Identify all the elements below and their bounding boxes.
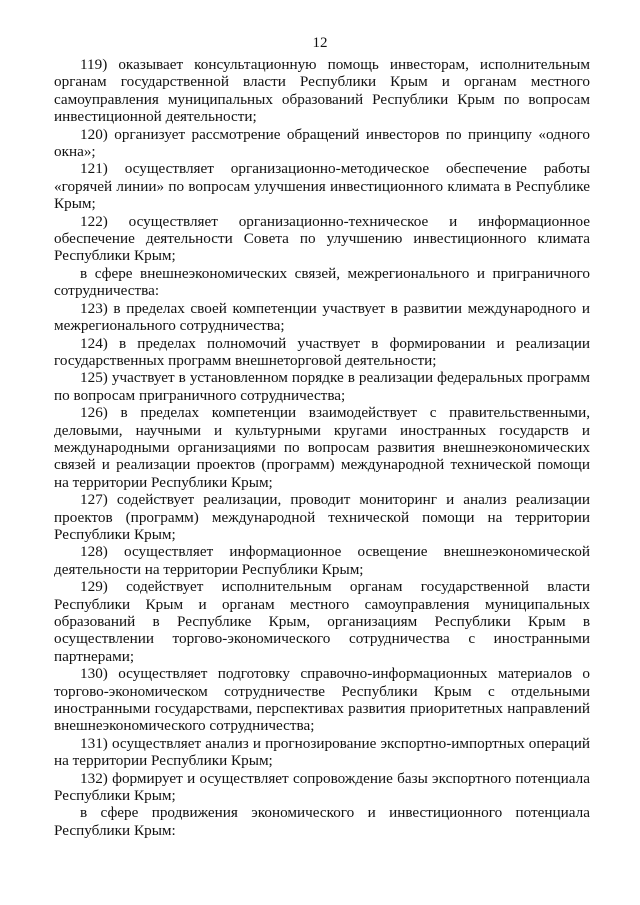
paragraph-122: 122) осуществляет организационно-техническое и информационное обеспечение деятельности Совета по улучшению инвестиционного климата Республики Крым; — [54, 212, 590, 265]
paragraph-119: 119) оказывает консультационную помощь инвесторам, исполнительным органам государственной власти Республики Крым и органам местного самоуправления муниципальных образований Республики Крым по вопросам инвестиционной деятельности; — [54, 56, 590, 126]
paragraph-131: 131) осуществляет анализ и прогнозирование экспортно-импортных операций на территории Республики Крым; — [54, 734, 590, 770]
paragraph-130: 130) осуществляет подготовку справочно-информационных материалов о торгово-экономическом сотрудничестве Республики Крым с отдельными иностранными государствами, перспективах развития приоритетных направлений внешнеэкономического сотрудничества; — [54, 665, 590, 735]
section-heading-foreign-economic-relations: в сфере внешнеэкономических связей, межрегионального и приграничного сотрудничества: — [54, 264, 590, 300]
paragraph-127: 127) содействует реализации, проводит мониторинг и анализ реализации проектов (программ) международной технической помощи на территории Республики Крым; — [54, 491, 590, 543]
paragraph-125: 125) участвует в установленном порядке в реализации федеральных программ по вопросам приграничного сотрудничества; — [54, 369, 590, 404]
paragraph-128: 128) осуществляет информационное освещение внешнеэкономической деятельности на территории Республики Крым; — [54, 543, 590, 578]
paragraph-132: 132) формирует и осуществляет сопровождение базы экспортного потенциала Республики Крым; — [54, 769, 590, 805]
paragraph-120: 120) организует рассмотрение обращений инвесторов по принципу «одного окна»; — [54, 125, 590, 161]
document-body — [54, 56, 590, 839]
page-number: 12 — [312, 35, 328, 51]
paragraph-129: 129) содействует исполнительным органам государственной власти Республики Крым и органам местного самоуправления муниципальных образований в Республике Крым, организациям Республики Крым в осуществлении торгово-экономического сотрудничества с иностранными партнерами; — [54, 578, 590, 665]
paragraph-123: 123) в пределах своей компетенции участвует в развитии международного и межрегионального сотрудничества; — [54, 299, 590, 335]
paragraph-126: 126) в пределах компетенции взаимодействует с правительственными, деловыми, научными и культурными кругами иностранных государств и международными организациями по вопросам развития внешнеэкономических связей и реализации проектов (программ) международной технической помощи на территории Республики Крым; — [54, 404, 590, 491]
paragraph-121: 121) осуществляет организационно-методическое обеспечение работы «горячей линии» по вопросам улучшения инвестиционного климата в Республике Крым; — [54, 160, 590, 213]
section-heading-economic-investment-promotion: в сфере продвижения экономического и инвестиционного потенциала Республики Крым: — [54, 804, 590, 839]
paragraph-124: 124) в пределах полномочий участвует в формировании и реализации государственных программ внешнеторговой деятельности; — [54, 334, 590, 369]
